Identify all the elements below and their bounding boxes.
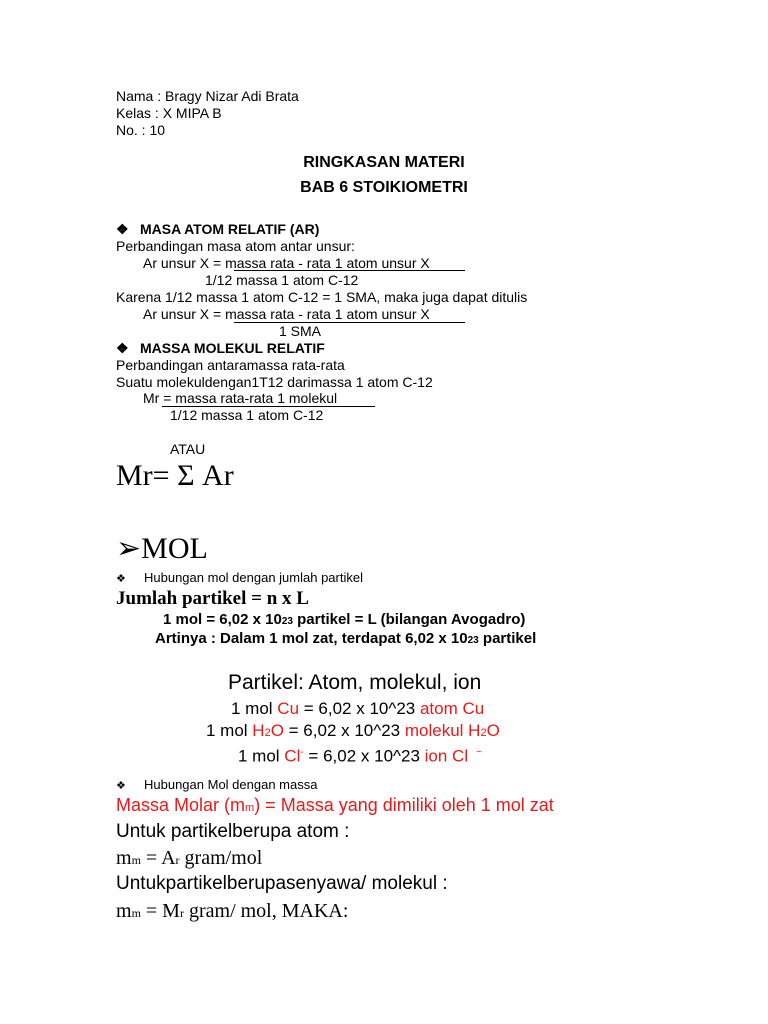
ar-formula2-numerator: Ar unsur X = massa rata - rata 1 atom unsur X — [143, 306, 430, 322]
massa-molar-definition — [116, 794, 554, 819]
ex-h2o-b: = 6,02 x 10^23 — [283, 721, 405, 740]
diamond-bullet-icon: ❖ — [116, 340, 129, 356]
student-name: Nama : Bragy Nizar Adi Brata — [116, 88, 299, 104]
mm-ar-unit: gram/mol — [179, 847, 263, 869]
ex-cl-element: Cl — [284, 746, 301, 766]
ar-formula1-numerator: Ar unsur X = massa rata - rata 1 atom unsur X — [143, 255, 430, 271]
mol-subtopic-1 — [116, 570, 363, 587]
diamond-bullet-icon: ❖ — [116, 221, 129, 237]
example-cl — [238, 742, 482, 767]
arrow-bullet-icon: ➢ — [116, 532, 142, 565]
avogadro-statement — [163, 611, 525, 631]
mr-description-1: Perbandingan antaramassa rata-rata — [116, 357, 345, 373]
doc-title-line1: RINGKASAN MATERI — [303, 154, 465, 171]
ex-cl-particle: ion Cl — [424, 746, 469, 766]
ex-h2o-h: H — [252, 721, 265, 740]
mm-ar-sub: m — [131, 853, 141, 867]
mm-mr-eq: = M — [140, 900, 180, 922]
jumlah-partikel-formula: Jumlah partikel = n x L — [116, 588, 309, 609]
mol-subtopic-2 — [116, 777, 317, 794]
mm-mr-sub2: r — [179, 906, 184, 920]
avogadro-text-a: 1 mol = 6,02 x 10 — [163, 611, 282, 628]
ex-h2o-particle: molekul H — [404, 721, 481, 740]
ex-cl-particle-charge: ~ — [476, 747, 482, 758]
molar-text-b: ) = Massa yang dimiliki oleh 1 mol zat — [254, 795, 554, 815]
ex-cu-b: = 6,02 x 10^23 — [299, 699, 420, 718]
ex-cl-a: 1 mol — [238, 746, 285, 766]
mol-subtopic-1-text: Hubungan mol dengan jumlah partikel — [144, 570, 363, 585]
ar-formula2-denominator: 1 SMA — [279, 323, 322, 339]
doc-title-line2: BAB 6 STOIKIOMETRI — [300, 179, 468, 196]
mol-subtopic-2-text: Hubungan Mol dengan massa — [144, 777, 318, 792]
mm-mr-unit: gram/ mol, MAKA: — [183, 900, 349, 922]
mol-heading-text: MOL — [141, 532, 208, 565]
ex-h2o-o: O — [270, 721, 284, 740]
molar-text-a: Massa Molar (m — [116, 795, 246, 815]
fraction-bar — [234, 322, 465, 323]
mr-heading-text: MASSA MOLEKUL RELATIF — [140, 340, 325, 356]
mr-formula-numerator: Mr = massa rata-rata 1 molekul — [143, 390, 338, 406]
example-cu — [231, 698, 484, 719]
mr-description-2: Suatu molekuldengan1T12 darimassa 1 atom C-12 — [116, 374, 433, 390]
avogadro-exponent: 23 — [281, 616, 293, 627]
partikel-types-title: Partikel: Atom, molekul, ion — [228, 671, 482, 694]
fraction-bar — [234, 270, 465, 271]
ar-heading — [116, 221, 319, 237]
ex-h2o-a: 1 mol — [206, 721, 253, 740]
artinya-exponent: 23 — [467, 635, 479, 646]
ex-cl-charge: - — [300, 747, 304, 758]
ex-h2o-sub: 2 — [264, 727, 271, 739]
mm-ar-formula — [116, 845, 262, 873]
untuk-atom-label: Untuk partikelberupa atom : — [116, 821, 350, 842]
ex-cu-element: Cu — [277, 699, 300, 718]
untuk-senyawa-label: Untukpartikelberupasenyawa/ molekul : — [116, 873, 448, 894]
ar-heading-text: MASA ATOM RELATIF (AR) — [140, 221, 320, 237]
mm-ar-m: m — [116, 847, 132, 869]
ex-cu-particle: atom Cu — [419, 699, 485, 718]
diamond-outline-bullet-icon: ❖ — [116, 780, 126, 792]
student-number: No. : 10 — [116, 122, 166, 138]
artinya-text-a: Artinya : Dalam 1 mol zat, terdapat 6,02 x 10 — [155, 630, 468, 647]
artinya-text-b: partikel — [478, 630, 537, 647]
mm-mr-formula — [116, 898, 348, 926]
atau-label: ATAU — [170, 441, 206, 457]
artinya-statement — [155, 630, 536, 650]
mr-heading — [116, 340, 325, 356]
ar-description: Perbandingan masa atom antar unsur: — [116, 238, 355, 254]
ex-h2o-particle-o: O — [486, 721, 500, 740]
mm-ar-sub2: r — [175, 853, 180, 867]
example-h2o — [206, 720, 500, 744]
mol-heading — [116, 530, 208, 568]
mm-ar-eq: = A — [140, 847, 176, 869]
avogadro-text-b: partikel = L (bilangan Avogadro) — [292, 611, 526, 628]
diamond-outline-bullet-icon: ❖ — [116, 573, 126, 585]
ex-h2o-particle-sub: 2 — [480, 727, 487, 739]
mm-mr-m: m — [116, 900, 132, 922]
mr-formula-denominator: 1/12 massa 1 atom C-12 — [170, 407, 324, 423]
molar-sub: m — [245, 802, 255, 814]
ex-cu-a: 1 mol — [231, 699, 278, 718]
ar-note: Karena 1/12 massa 1 atom C-12 = 1 SMA, maka juga dapat ditulis — [116, 289, 528, 305]
mr-sum-formula: Mr= Σ Ar — [116, 459, 234, 492]
ex-cl-b: = 6,02 x 10^23 — [303, 746, 425, 766]
ar-formula1-denominator: 1/12 massa 1 atom C-12 — [205, 272, 359, 288]
mm-mr-sub: m — [131, 906, 141, 920]
student-class: Kelas : X MIPA B — [116, 105, 222, 121]
